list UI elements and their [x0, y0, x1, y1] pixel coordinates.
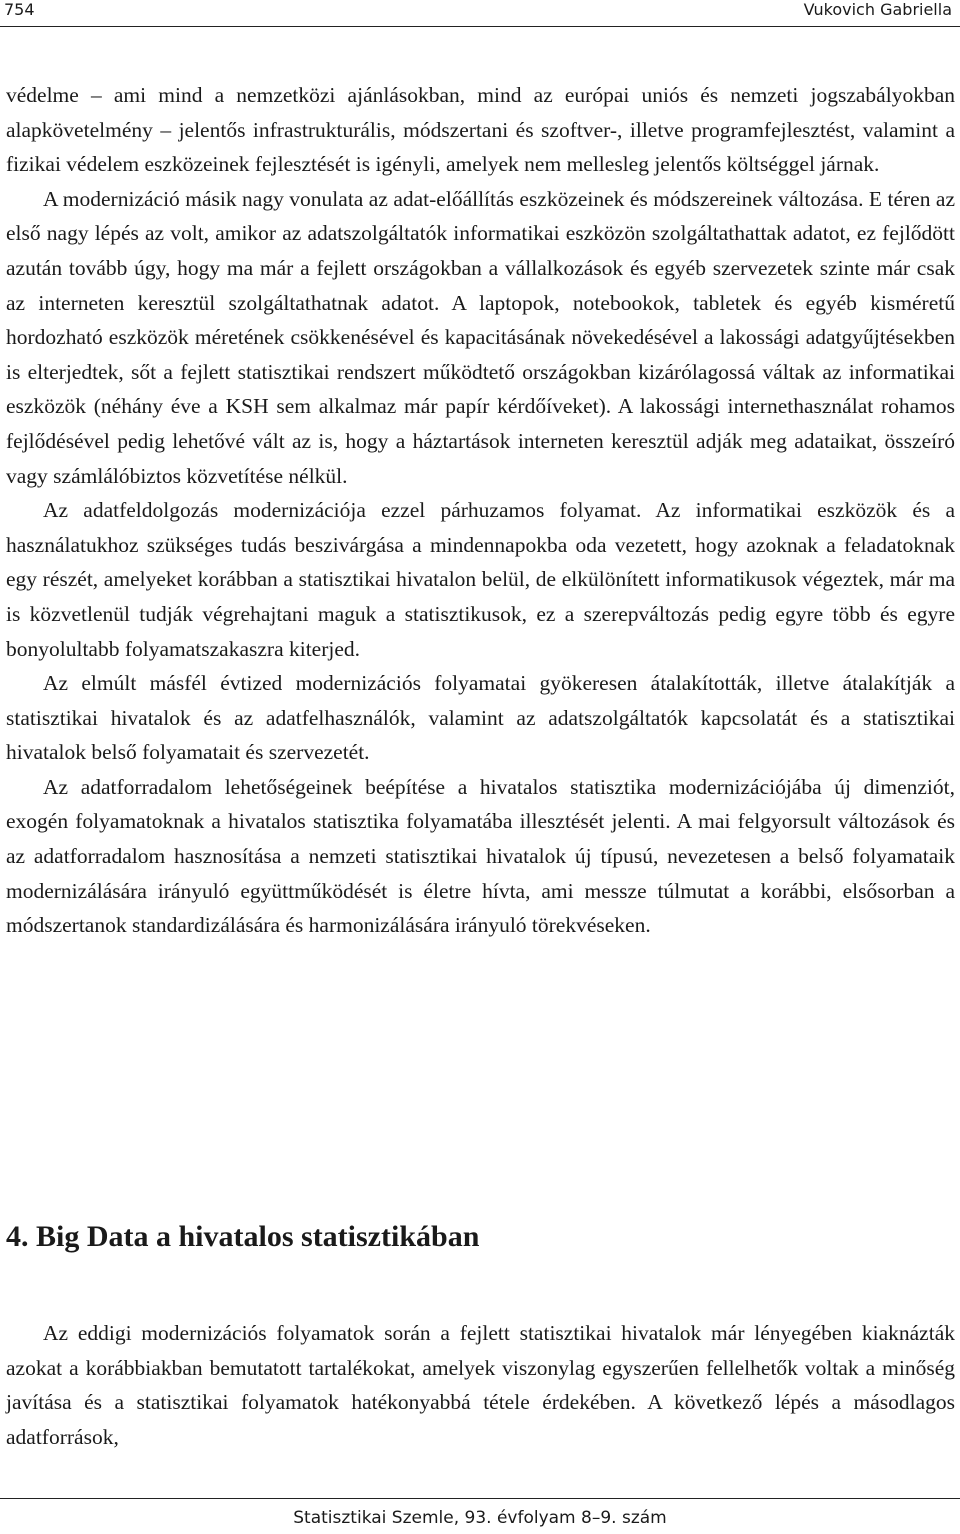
running-head-author: Vukovich Gabriella [803, 0, 952, 19]
journal-citation: Statisztikai Szemle, 93. évfolyam 8–9. szám [293, 1508, 667, 1528]
paragraph: Az eddigi modernizációs folyamatok során a fejlett statisztikai hivatalok már lényegében kiaknázták azokat a korábbiakban bemutatott tartalékokat, amelyek viszonylag egyszerűen fellelhetők voltak a minőség javítása és a statisztikai folyamatok hatékonyabbá tétele érdekében. A következő lépés a másodlagos adatforrások, [6, 1321, 955, 1449]
section-heading: 4. Big Data a hivatalos statisztikában [6, 1220, 480, 1253]
running-footer [0, 1498, 960, 1528]
paragraph: védelme – ami mind a nemzetközi ajánlásokban, mind az európai uniós és nemzeti jogszabályokban alapkövetelmény – jelentős infrastrukturális, módszertani és szoftver-, illetve programfejlesztést, valamint a fizikai védelem eszközeinek fejlesztését is igényli, amelyek nem mellesleg jelentős költséggel járnak. [6, 83, 955, 177]
section-body [6, 1316, 955, 1454]
paragraph: Az adatforradalom lehetőségeinek beépítése a hivatalos statisztika modernizációjába új dimenziót, exogén folyamatoknak a hivatalos statisztika folyamatába illesztését jelenti. A mai felgyorsult változások és az adatforradalom hasznosítása a nemzeti statisztikai hivatalok új típusú, nevezetesen a belső folyamataik modernizálására irányuló együttműködését is életre hívta, ami messze túlmutat a korábbi, elsősorban a módszertanok standardizálására és harmonizálására irányuló törekvéseken. [6, 774, 955, 938]
body-text [6, 78, 955, 943]
page-number: 754 [4, 0, 35, 19]
paragraph: A modernizáció másik nagy vonulata az adat-előállítás eszközeinek és módszereinek változása. E téren az első nagy lépés az volt, amikor az adatszolgáltatók informatikai eszközön szolgáltathattak adatot, ez fejlődött azután tovább úgy, hogy ma már a fejlett országokban a vállalkozások és egyéb szervezetek szinte már csak az interneten keresztül szolgáltathatnak adatot. A laptopok, notebookok, tabletek és egyéb kisméretű hordozható eszközök méretének csökkenésével és kapacitásának növekedésével a lakossági adatgyűjtésekben is elterjedtek, sőt a fejlett statisztikai rendszert működtető országokban kizárólagossá váltak az informatikai eszközök (néhány éve a KSH sem alkalmaz már papír kérdőíveket). A lakossági internethasználat rohamos fejlődésével pedig lehetővé vált az is, hogy a háztartások interneten keresztül adják meg adataikat, összeíró vagy számlálóbiztos közvetítése nélkül. [6, 186, 955, 488]
paragraph: Az adatfeldolgozás modernizációja ezzel párhuzamos folyamat. Az informatikai eszközök és a használatukhoz szükséges tudás beszivárgása a mindennapokba oda vezetett, hogy azoknak a feladatoknak egy részét, amelyeket korábban a statisztikai hivatalon belül, de elkülönített informatikusok végeztek, már ma is közvetlenül tudják végrehajtani maguk a statisztikusok, ez a szerepváltozás pedig egyre több és egyre bonyolultabb folyamatszakaszra kiterjed. [6, 498, 955, 661]
paragraph: Az elmúlt másfél évtized modernizációs folyamatai gyökeresen átalakították, illetve átalakítják a statisztikai hivatalok és az adatfelhasználók, valamint az adatszolgáltatók kapcsolatát és a statisztikai hivatalok belső folyamatait és szervezetét. [6, 671, 955, 765]
header-rule [0, 26, 960, 27]
running-header [0, 0, 960, 26]
footer-rule [0, 1498, 960, 1499]
